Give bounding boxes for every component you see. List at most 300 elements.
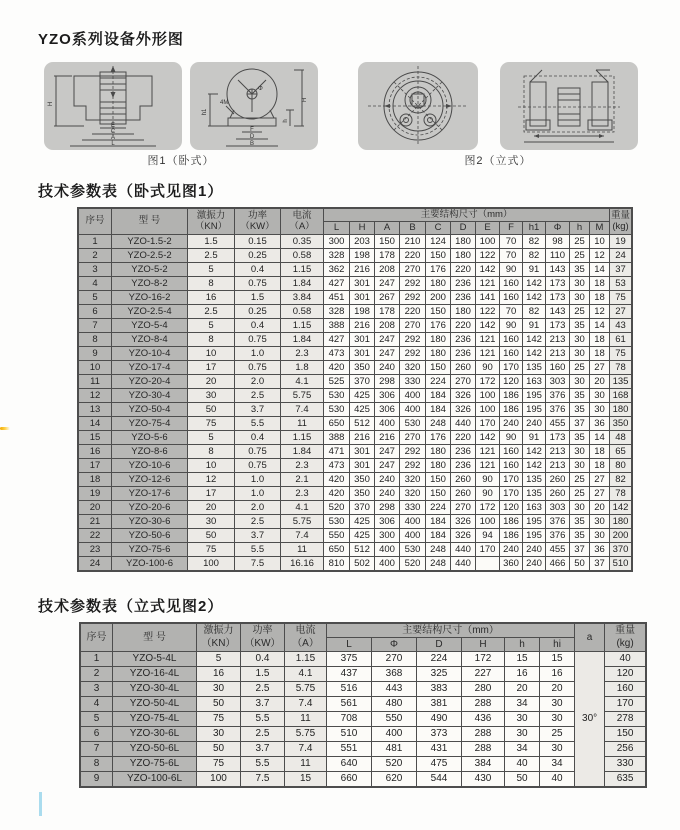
value-cell: 121 (476, 444, 500, 458)
value-cell: 210 (400, 234, 426, 248)
value-cell: 160 (546, 360, 570, 374)
value-cell: 10 (590, 234, 610, 248)
value-cell: 5.5 (241, 757, 285, 772)
value-cell: 376 (546, 528, 570, 542)
value-cell: 16 (540, 667, 575, 682)
value-cell: 25 (570, 248, 590, 262)
row-number-cell: 5 (79, 290, 112, 304)
value-cell: 35 (570, 402, 590, 416)
value-cell: 320 (400, 486, 426, 500)
value-cell: 1.15 (285, 652, 327, 667)
value-cell: 320 (400, 360, 426, 374)
value-cell: 75 (197, 757, 241, 772)
table-row (79, 388, 632, 402)
row-number-cell: 20 (79, 500, 112, 514)
value-cell: 78 (610, 486, 632, 500)
row-number-cell: 16 (79, 444, 112, 458)
table-row (79, 542, 632, 556)
figure1-side-view-panel (44, 62, 182, 150)
value-cell: 8 (188, 276, 235, 290)
blue-edge-artifact (39, 792, 42, 816)
value-cell: 530 (400, 542, 426, 556)
row-number-cell: 19 (79, 486, 112, 500)
value-cell: 173 (546, 276, 570, 290)
table-row (79, 444, 632, 458)
value-cell: 195 (523, 528, 546, 542)
value-cell: 3.7 (241, 697, 285, 712)
table-row (79, 500, 632, 514)
value-cell: 143 (546, 262, 570, 276)
value-cell: 122 (476, 304, 500, 318)
value-cell: 561 (327, 697, 372, 712)
value-cell: 301 (350, 444, 375, 458)
value-cell: 420 (324, 486, 350, 500)
value-cell: 16 (197, 667, 241, 682)
value-cell: 400 (375, 542, 400, 556)
value-cell: 550 (372, 712, 417, 727)
value-cell: 270 (372, 652, 417, 667)
value-cell: 2.3 (281, 486, 324, 500)
table-row (81, 727, 646, 742)
value-cell: 288 (462, 727, 505, 742)
value-cell: 91 (523, 430, 546, 444)
value-cell: 35 (570, 318, 590, 332)
value-cell: 150 (426, 360, 451, 374)
row-number-cell: 23 (79, 542, 112, 556)
value-cell: 36 (590, 416, 610, 430)
model-cell: YZO-50-6L (113, 742, 197, 757)
row-number-cell: 7 (79, 318, 112, 332)
row-number-cell: 12 (79, 388, 112, 402)
value-cell: 620 (372, 772, 417, 787)
value-cell: 142 (610, 500, 632, 514)
value-cell: 0.4 (241, 652, 285, 667)
value-cell: 53 (610, 276, 632, 290)
value-cell: 135 (523, 360, 546, 374)
value-cell: 301 (350, 276, 375, 290)
value-cell: 11 (281, 416, 324, 430)
value-cell: 7.4 (285, 742, 327, 757)
value-cell: 208 (375, 262, 400, 276)
value-cell: 24 (610, 248, 632, 262)
value-cell: 27 (590, 360, 610, 374)
value-cell: 180 (451, 304, 476, 318)
value-cell: 82 (523, 304, 546, 318)
value-cell: 30 (188, 388, 235, 402)
value-cell: 216 (350, 430, 375, 444)
value-cell: 328 (324, 248, 350, 262)
value-cell: 0.35 (281, 234, 324, 248)
value-cell: 0.4 (235, 262, 281, 276)
value-cell: 30 (197, 682, 241, 697)
value-cell: 455 (546, 542, 570, 556)
value-cell: 5.75 (281, 388, 324, 402)
value-cell: 520 (400, 556, 426, 570)
value-cell: 2.5 (241, 727, 285, 742)
value-cell: 376 (546, 514, 570, 528)
value-cell: 292 (400, 332, 426, 346)
value-cell: 330 (400, 500, 426, 514)
t1-header-model: 型 号 (112, 209, 188, 235)
value-cell: 260 (451, 472, 476, 486)
value-cell: 300 (375, 528, 400, 542)
value-cell: 160 (605, 682, 646, 697)
model-cell: YZO-1.5-2 (112, 234, 188, 248)
value-cell: 1.15 (281, 318, 324, 332)
value-cell: 170 (476, 416, 500, 430)
value-cell: 425 (350, 528, 375, 542)
value-cell: 173 (546, 290, 570, 304)
value-cell: 150 (426, 486, 451, 500)
value-cell (476, 556, 500, 570)
value-cell: 425 (350, 388, 375, 402)
value-cell: 376 (546, 388, 570, 402)
model-cell: YZO-16-4L (113, 667, 197, 682)
value-cell: 203 (350, 234, 375, 248)
table-row (79, 290, 632, 304)
value-cell: 443 (372, 682, 417, 697)
value-cell: 18 (590, 444, 610, 458)
table-row (79, 248, 632, 262)
row-number-cell: 13 (79, 402, 112, 416)
value-cell: 270 (400, 430, 426, 444)
value-cell: 98 (546, 234, 570, 248)
value-cell: 186 (500, 528, 523, 542)
value-cell: 475 (417, 757, 462, 772)
value-cell: 30 (570, 332, 590, 346)
table-row (79, 486, 632, 500)
value-cell: 0.75 (235, 360, 281, 374)
model-cell: YZO-10-6 (112, 458, 188, 472)
value-cell: 36 (590, 542, 610, 556)
value-cell: 216 (350, 262, 375, 276)
value-cell: 180 (451, 248, 476, 262)
value-cell: 525 (324, 374, 350, 388)
value-cell: 440 (451, 556, 476, 570)
value-cell: 80 (610, 458, 632, 472)
horizontal-params-table (78, 208, 632, 571)
value-cell: 122 (476, 248, 500, 262)
value-cell: 12 (590, 304, 610, 318)
value-cell: 30 (505, 712, 540, 727)
value-cell: 270 (400, 318, 426, 332)
row-number-cell: 15 (79, 430, 112, 444)
value-cell: 236 (451, 458, 476, 472)
value-cell: 10 (188, 346, 235, 360)
model-cell: YZO-5-4L (113, 652, 197, 667)
value-cell: 330 (605, 757, 646, 772)
value-cell: 142 (523, 444, 546, 458)
value-cell: 0.15 (235, 234, 281, 248)
model-cell: YZO-20-6 (112, 500, 188, 514)
value-cell: 236 (451, 290, 476, 304)
table-row (81, 697, 646, 712)
value-cell: 301 (350, 346, 375, 360)
value-cell: 298 (375, 500, 400, 514)
value-cell: 195 (523, 402, 546, 416)
value-cell: 110 (546, 248, 570, 262)
value-cell: 466 (546, 556, 570, 570)
value-cell: 373 (417, 727, 462, 742)
value-cell: 100 (188, 556, 235, 570)
value-cell: 4.1 (285, 667, 327, 682)
table-row (79, 234, 632, 248)
value-cell: 163 (523, 500, 546, 514)
value-cell: 240 (523, 416, 546, 430)
value-cell: 168 (610, 388, 632, 402)
value-cell: 256 (605, 742, 646, 757)
value-cell: 3.7 (235, 402, 281, 416)
value-cell: 640 (327, 757, 372, 772)
value-cell: 121 (476, 458, 500, 472)
value-cell: 180 (426, 444, 451, 458)
value-cell: 650 (324, 416, 350, 430)
value-cell: 5.75 (281, 514, 324, 528)
value-cell: 213 (546, 444, 570, 458)
model-cell: YZO-17-6 (112, 486, 188, 500)
value-cell: 512 (350, 416, 375, 430)
row-number-cell: 9 (79, 346, 112, 360)
value-cell: 2.5 (188, 304, 235, 318)
value-cell: 270 (400, 262, 426, 276)
model-cell: YZO-75-6 (112, 542, 188, 556)
value-cell: 20 (590, 374, 610, 388)
value-cell: 248 (426, 416, 451, 430)
value-cell: 306 (375, 402, 400, 416)
value-cell: 362 (324, 262, 350, 276)
row-number-cell: 14 (79, 416, 112, 430)
value-cell: 7.4 (281, 528, 324, 542)
value-cell: 180 (426, 332, 451, 346)
value-cell: 124 (426, 234, 451, 248)
value-cell: 186 (500, 514, 523, 528)
vertical-params-table (80, 623, 646, 787)
value-cell: 1.0 (235, 346, 281, 360)
value-cell: 0.75 (235, 458, 281, 472)
value-cell: 120 (500, 374, 523, 388)
value-cell: 75 (197, 712, 241, 727)
value-cell: 184 (426, 514, 451, 528)
value-cell: 270 (451, 374, 476, 388)
row-number-cell: 18 (79, 472, 112, 486)
value-cell: 2.5 (241, 682, 285, 697)
value-cell: 2.1 (281, 472, 324, 486)
value-cell: 1.8 (281, 360, 324, 374)
value-cell: 142 (476, 262, 500, 276)
value-cell: 135 (610, 374, 632, 388)
value-cell: 388 (324, 430, 350, 444)
section1-title: 技术参数表（卧式见图1） (38, 183, 224, 200)
value-cell: 30 (197, 727, 241, 742)
section2-title: 技术参数表（立式见图2） (38, 598, 224, 615)
figure2-top-view-panel (358, 62, 478, 150)
t2-header-power: 功率 （KW） (241, 624, 285, 652)
value-cell: 236 (451, 332, 476, 346)
value-cell: 0.25 (235, 248, 281, 262)
value-cell: 240 (523, 556, 546, 570)
t2-header-angle: a (575, 624, 605, 652)
value-cell: 30 (590, 528, 610, 542)
row-number-cell: 3 (79, 262, 112, 276)
value-cell: 11 (285, 712, 327, 727)
value-cell: 34 (505, 742, 540, 757)
value-cell: 7.5 (235, 556, 281, 570)
t2-header-current: 电流 （A） (285, 624, 327, 652)
value-cell: 3.84 (281, 290, 324, 304)
value-cell: 200 (426, 290, 451, 304)
model-cell: YZO-5-6 (112, 430, 188, 444)
value-cell: 247 (375, 276, 400, 290)
value-cell: 180 (426, 276, 451, 290)
row-number-cell: 17 (79, 458, 112, 472)
value-cell: 176 (426, 262, 451, 276)
value-cell: 400 (400, 514, 426, 528)
value-cell: 121 (476, 276, 500, 290)
value-cell: 18 (590, 346, 610, 360)
value-cell: 180 (426, 346, 451, 360)
value-cell: 18 (590, 332, 610, 346)
value-cell: 82 (523, 248, 546, 262)
value-cell: 50 (188, 402, 235, 416)
svg-text:h1: h1 (202, 108, 208, 116)
row-number-cell: 1 (79, 234, 112, 248)
value-cell: 530 (324, 388, 350, 402)
value-cell: 20 (505, 682, 540, 697)
value-cell: 400 (375, 556, 400, 570)
value-cell: 440 (451, 416, 476, 430)
value-cell: 160 (500, 346, 523, 360)
value-cell: 50 (505, 772, 540, 787)
value-cell: 473 (324, 346, 350, 360)
value-cell: 288 (462, 742, 505, 757)
value-cell: 330 (400, 374, 426, 388)
value-cell: 451 (324, 290, 350, 304)
value-cell: 0.58 (281, 304, 324, 318)
value-cell: 303 (546, 500, 570, 514)
value-cell: 172 (462, 652, 505, 667)
value-cell: 7.4 (285, 697, 327, 712)
value-cell: 61 (610, 332, 632, 346)
value-cell: 17 (188, 486, 235, 500)
value-cell: 326 (451, 528, 476, 542)
table-row (81, 712, 646, 727)
value-cell: 420 (324, 472, 350, 486)
figure2-caption: 图2（立式） (464, 155, 532, 167)
value-cell: 43 (610, 318, 632, 332)
table-row (79, 416, 632, 430)
value-cell: 270 (451, 500, 476, 514)
value-cell: 19 (610, 234, 632, 248)
value-cell: 544 (417, 772, 462, 787)
value-cell: 12 (188, 472, 235, 486)
value-cell: 2.5 (235, 514, 281, 528)
value-cell: 0.4 (235, 318, 281, 332)
value-cell: 48 (610, 430, 632, 444)
value-cell: 30 (540, 712, 575, 727)
value-cell: 180 (426, 458, 451, 472)
value-cell: 178 (375, 304, 400, 318)
value-cell: 400 (400, 402, 426, 416)
value-cell: 292 (400, 290, 426, 304)
row-number-cell: 21 (79, 514, 112, 528)
value-cell: 240 (500, 416, 523, 430)
value-cell: 551 (327, 742, 372, 757)
value-cell: 186 (500, 402, 523, 416)
value-cell: 75 (188, 416, 235, 430)
value-cell: 516 (327, 682, 372, 697)
value-cell: 481 (372, 742, 417, 757)
value-cell: 25 (570, 360, 590, 374)
value-cell: 530 (324, 402, 350, 416)
value-cell: 5.5 (235, 416, 281, 430)
value-cell: 240 (375, 472, 400, 486)
value-cell: 172 (476, 500, 500, 514)
value-cell: 530 (324, 514, 350, 528)
value-cell: 2.3 (281, 346, 324, 360)
value-cell: 383 (417, 682, 462, 697)
value-cell: 292 (400, 444, 426, 458)
table-row (81, 667, 646, 682)
model-cell: YZO-30-6 (112, 514, 188, 528)
value-cell: 708 (327, 712, 372, 727)
t2-header-weight: 重量 (kg) (605, 624, 646, 652)
value-cell: 30 (570, 276, 590, 290)
value-cell: 25 (540, 727, 575, 742)
value-cell: 15 (540, 652, 575, 667)
value-cell: 100 (476, 234, 500, 248)
value-cell: 350 (350, 486, 375, 500)
value-cell: 5 (197, 652, 241, 667)
value-cell: 135 (523, 486, 546, 500)
t1-header-force: 激振力 （KN） (188, 209, 235, 235)
value-cell: 34 (540, 757, 575, 772)
value-cell: 7.5 (241, 772, 285, 787)
value-cell: 163 (523, 374, 546, 388)
value-cell: 0.58 (281, 248, 324, 262)
value-cell: 236 (451, 346, 476, 360)
model-cell: YZO-20-4 (112, 374, 188, 388)
value-cell: 8 (188, 444, 235, 458)
value-cell: 224 (426, 374, 451, 388)
value-cell: 170 (476, 542, 500, 556)
model-cell: YZO-12-6 (112, 472, 188, 486)
value-cell: 12 (590, 248, 610, 262)
value-cell: 360 (500, 556, 523, 570)
value-cell: 520 (324, 500, 350, 514)
svg-text:B: B (249, 141, 255, 147)
value-cell: 15 (505, 652, 540, 667)
value-cell: 0.75 (235, 276, 281, 290)
value-cell: 135 (523, 472, 546, 486)
value-cell: 35 (570, 388, 590, 402)
value-cell: 25 (570, 234, 590, 248)
value-cell: 30 (570, 374, 590, 388)
row-number-cell: 11 (79, 374, 112, 388)
value-cell: 18 (590, 276, 610, 290)
value-cell: 247 (375, 346, 400, 360)
table-row (79, 430, 632, 444)
model-cell: YZO-8-2 (112, 276, 188, 290)
row-number-cell: 5 (81, 712, 113, 727)
value-cell: 50 (188, 528, 235, 542)
value-cell: 184 (426, 402, 451, 416)
value-cell: 150 (605, 727, 646, 742)
value-cell: 27 (610, 304, 632, 318)
value-cell: 121 (476, 346, 500, 360)
value-cell: 172 (476, 374, 500, 388)
value-cell: 30 (570, 444, 590, 458)
value-cell: 14 (590, 318, 610, 332)
